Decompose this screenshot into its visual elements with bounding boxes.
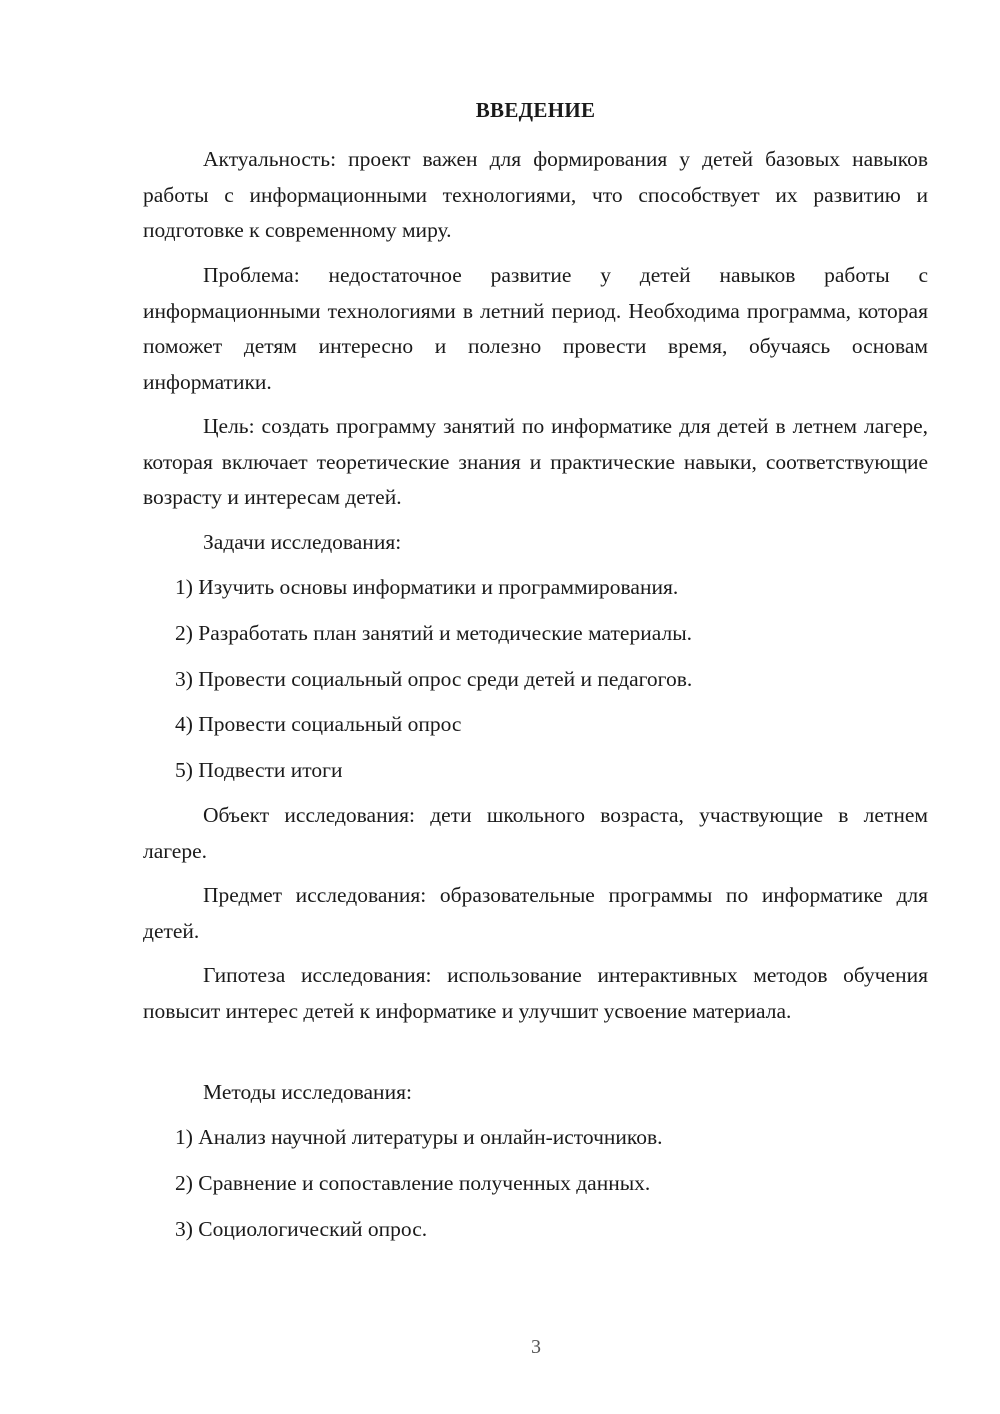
task-item: 1) Изучить основы информатики и программирования. [175,575,679,599]
page-number: 3 [531,1336,541,1358]
task-item: 4) Провести социальный опрос [175,712,462,736]
task-item: 5) Подвести итоги [175,758,343,782]
paragraph-hypothesis: Гипотеза исследования: использование интерактивных методов обучения повысит интерес детей к информатике и улучшит усвоение материала. [143,963,928,1023]
paragraph-goal: Цель: создать программу занятий по информатике для детей в летнем лагере, которая включает теоретические знания и практические навыки, соответствующие возрасту и интересам детей. [143,414,928,509]
paragraph-object: Объект исследования: дети школьного возраста, участвующие в летнем лагере. [143,803,928,863]
page-title: ВВЕДЕНИЕ [475,98,596,122]
method-item: 3) Социологический опрос. [175,1217,428,1241]
paragraph-subject: Предмет исследования: образовательные программы по информатике для детей. [143,883,928,943]
method-item: 1) Анализ научной литературы и онлайн-источников. [175,1125,663,1149]
task-item: 3) Провести социальный опрос среди детей и педагогов. [175,667,693,691]
tasks-heading: Задачи исследования: [203,530,402,554]
paragraph-problem: Проблема: недостаточное развитие у детей навыков работы с информационными технологиями в летний период. Необходима программа, которая поможет детям интересно и полезно провести время, обучаясь основам информатики. [143,263,928,394]
methods-heading: Методы исследования: [203,1080,412,1104]
paragraph-relevance: Актуальность: проект важен для формирования у детей базовых навыков работы с информационными технологиями, что способствует их развитию и подготовке к современному миру. [143,147,928,242]
task-item: 2) Разработать план занятий и методические материалы. [175,621,693,645]
method-item: 2) Сравнение и сопоставление полученных данных. [175,1171,651,1195]
